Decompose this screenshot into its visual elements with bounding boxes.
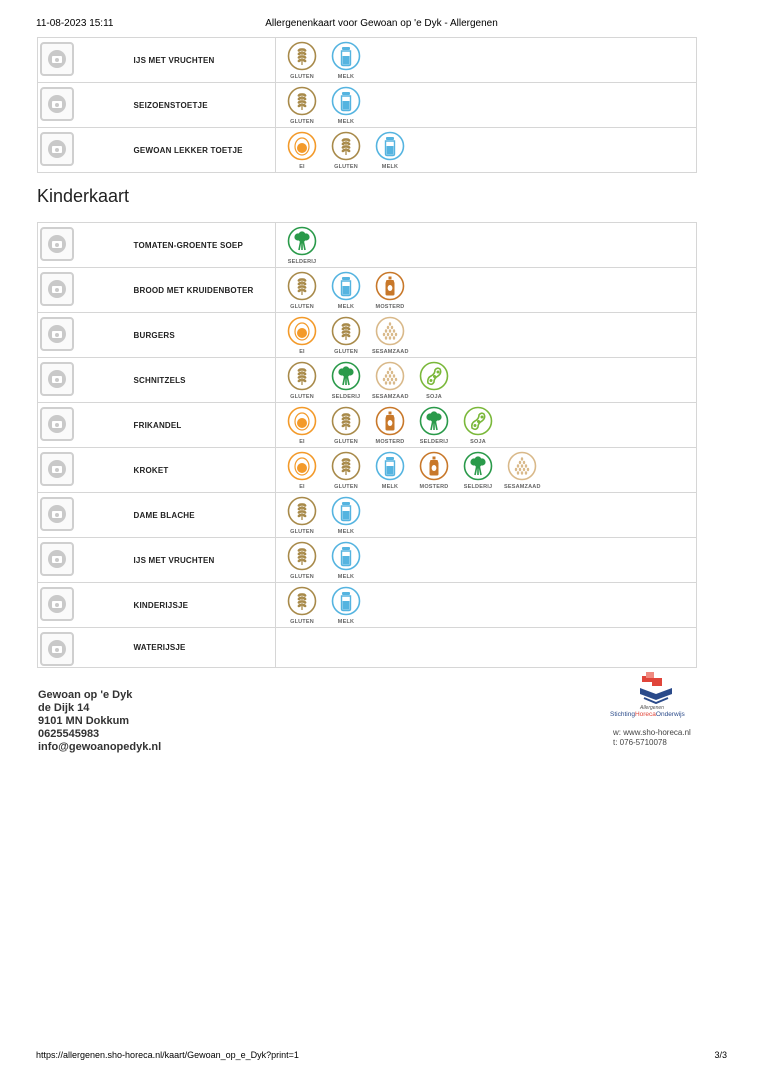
sho-contact xyxy=(613,728,691,748)
dish-name: SEIZOENSTOETJE xyxy=(78,83,276,128)
allergen-badge-soja xyxy=(416,361,452,400)
allergen-label: GLUTEN xyxy=(290,73,314,80)
dish-photo-cell xyxy=(38,628,78,668)
photo-placeholder-icon[interactable] xyxy=(40,587,74,621)
photo-placeholder-icon[interactable] xyxy=(40,542,74,576)
gluten-icon xyxy=(287,361,317,391)
allergen-badge-gluten xyxy=(284,86,320,125)
print-footer xyxy=(36,1050,727,1064)
allergen-badge-melk xyxy=(328,496,364,535)
allergen-label: MOSTERD xyxy=(375,438,405,445)
allergen-label: SOJA xyxy=(470,438,486,445)
gluten-icon xyxy=(331,131,361,161)
allergen-badge-melk xyxy=(372,131,408,170)
soja-icon xyxy=(463,406,493,436)
allergen-label: MOSTERD xyxy=(419,483,449,490)
allergen-badge-gluten xyxy=(284,496,320,535)
dish-photo-cell xyxy=(38,583,78,628)
allergen-badge-sesamzaad xyxy=(372,361,408,400)
ei-icon xyxy=(287,316,317,346)
dish-name: IJS MET VRUCHTEN xyxy=(78,538,276,583)
photo-placeholder-icon[interactable] xyxy=(40,132,74,166)
allergen-badge-soja xyxy=(460,406,496,445)
allergen-label: GLUTEN xyxy=(290,303,314,310)
allergen-badge-gluten xyxy=(284,361,320,400)
sho-brand-accent: Horeca xyxy=(634,711,656,718)
soja-icon xyxy=(419,361,449,391)
allergen-badge-selderij xyxy=(416,406,452,445)
allergen-cell xyxy=(276,583,697,628)
dish-name: IJS MET VRUCHTEN xyxy=(78,38,276,83)
allergen-label: MELK xyxy=(337,573,355,580)
ei-icon xyxy=(287,451,317,481)
dish-photo-cell xyxy=(38,38,78,83)
ei-icon xyxy=(287,406,317,436)
photo-placeholder-icon[interactable] xyxy=(40,87,74,121)
allergen-label: MELK xyxy=(337,303,355,310)
allergen-cell xyxy=(276,223,697,268)
allergen-label: SELDERIJ xyxy=(331,393,361,400)
photo-placeholder-icon[interactable] xyxy=(40,407,74,441)
photo-placeholder-icon[interactable] xyxy=(40,272,74,306)
table-row xyxy=(38,628,697,668)
allergen-label: MELK xyxy=(381,483,399,490)
allergen-label: SOJA xyxy=(426,393,442,400)
allergen-label: SESAMZAAD xyxy=(504,483,541,490)
allergen-badge-gluten xyxy=(328,131,364,170)
melk-icon xyxy=(331,586,361,616)
sho-logo-mark-icon xyxy=(636,672,676,704)
dish-photo-cell xyxy=(38,128,78,173)
allergen-badge-mosterd xyxy=(372,406,408,445)
allergen-badge-gluten xyxy=(328,406,364,445)
dish-name: SCHNITZELS xyxy=(78,358,276,403)
table-row xyxy=(38,358,697,403)
allergen-icon-list xyxy=(284,316,696,355)
allergen-badge-sesamzaad xyxy=(372,316,408,355)
allergen-label: GLUTEN xyxy=(290,118,314,125)
allergen-icon-list xyxy=(284,406,696,445)
gluten-icon xyxy=(331,451,361,481)
allergen-cell xyxy=(276,128,697,173)
allergen-icon-list xyxy=(284,451,696,490)
allergen-label: MELK xyxy=(381,163,399,170)
allergen-badge-sesamzaad xyxy=(504,451,540,490)
allergen-label: GLUTEN xyxy=(290,573,314,580)
mosterd-icon xyxy=(375,406,405,436)
allergen-label: GLUTEN xyxy=(334,438,358,445)
ei-icon xyxy=(287,131,317,161)
allergen-icon-list xyxy=(284,361,696,400)
table-row xyxy=(38,313,697,358)
table-row xyxy=(38,268,697,313)
allergen-icon-list xyxy=(284,131,696,170)
allergen-cell xyxy=(276,448,697,493)
dish-photo-cell xyxy=(38,403,78,448)
allergen-label: SELDERIJ xyxy=(419,438,449,445)
sesamzaad-icon xyxy=(507,451,537,481)
table-row xyxy=(38,38,697,83)
gluten-icon xyxy=(331,406,361,436)
allergen-label: SESAMZAAD xyxy=(372,393,409,400)
restaurant-street: de Dijk 14 xyxy=(38,702,90,714)
print-title: Allergenenkaart voor Gewoan op 'e Dyk - Allergenen xyxy=(265,18,498,29)
dish-name: DAME BLACHE xyxy=(78,493,276,538)
sho-website[interactable]: w: www.sho-horeca.nl xyxy=(613,728,691,737)
dish-name: BROOD MET KRUIDENBOTER xyxy=(78,268,276,313)
dish-photo-cell xyxy=(38,448,78,493)
melk-icon xyxy=(375,131,405,161)
allergen-badge-gluten xyxy=(328,316,364,355)
photo-placeholder-icon[interactable] xyxy=(40,497,74,531)
print-datetime: 11-08-2023 15:11 xyxy=(36,18,114,29)
dish-name: TOMATEN-GROENTE SOEP xyxy=(78,223,276,268)
mosterd-icon xyxy=(419,451,449,481)
allergen-badge-ei xyxy=(284,131,320,170)
allergen-badge-selderij xyxy=(460,451,496,490)
dish-name: WATERIJSJE xyxy=(78,628,276,668)
gluten-icon xyxy=(287,41,317,71)
melk-icon xyxy=(331,271,361,301)
allergen-label: SELDERIJ xyxy=(287,258,317,265)
gluten-icon xyxy=(287,496,317,526)
table-row xyxy=(38,448,697,493)
melk-icon xyxy=(331,86,361,116)
dish-name: KINDERIJSJE xyxy=(78,583,276,628)
print-url[interactable]: https://allergenen.sho-horeca.nl/kaart/Gewoan_op_e_Dyk?print=1 xyxy=(36,1050,299,1060)
allergen-badge-melk xyxy=(372,451,408,490)
allergen-icon-list xyxy=(284,86,696,125)
allergen-label: SELDERIJ xyxy=(463,483,493,490)
allergen-label: GLUTEN xyxy=(334,348,358,355)
allergen-label: EI xyxy=(299,438,305,445)
allergen-label: EI xyxy=(299,483,305,490)
allergen-badge-mosterd xyxy=(416,451,452,490)
allergen-badge-melk xyxy=(328,271,364,310)
selderij-icon xyxy=(419,406,449,436)
allergen-cell xyxy=(276,83,697,128)
allergen-badge-gluten xyxy=(284,41,320,80)
restaurant-address xyxy=(38,689,161,754)
allergen-label: MOSTERD xyxy=(375,303,405,310)
mosterd-icon xyxy=(375,271,405,301)
dish-photo-cell xyxy=(38,538,78,583)
dish-photo-cell xyxy=(38,268,78,313)
melk-icon xyxy=(331,496,361,526)
allergen-icon-list xyxy=(284,541,696,580)
sho-brand xyxy=(610,705,702,718)
sho-tagline: Allergenen xyxy=(640,705,664,711)
table-row xyxy=(38,128,697,173)
photo-placeholder-icon[interactable] xyxy=(40,362,74,396)
allergen-label: GLUTEN xyxy=(334,163,358,170)
photo-placeholder-icon[interactable] xyxy=(40,227,74,261)
sesamzaad-icon xyxy=(375,316,405,346)
melk-icon xyxy=(331,41,361,71)
sesamzaad-icon xyxy=(375,361,405,391)
table-row xyxy=(38,403,697,448)
dish-photo-cell xyxy=(38,223,78,268)
allergen-cell xyxy=(276,628,697,668)
photo-placeholder-icon[interactable] xyxy=(40,632,74,666)
allergen-cell xyxy=(276,493,697,538)
selderij-icon xyxy=(463,451,493,481)
allergen-label: GLUTEN xyxy=(290,618,314,625)
gluten-icon xyxy=(287,541,317,571)
allergen-label: MELK xyxy=(337,118,355,125)
restaurant-city: 9101 MN Dokkum xyxy=(38,715,130,727)
allergen-badge-ei xyxy=(284,316,320,355)
allergen-badge-selderij xyxy=(284,226,320,265)
allergen-cell xyxy=(276,38,697,83)
dish-name: KROKET xyxy=(78,448,276,493)
allergen-icon-list xyxy=(284,496,696,535)
gluten-icon xyxy=(287,586,317,616)
allergen-badge-gluten xyxy=(284,586,320,625)
sho-phone: t: 076-5710078 xyxy=(613,738,667,747)
allergen-label: MELK xyxy=(337,528,355,535)
kinderkaart-allergen-table xyxy=(37,222,697,668)
dish-photo-cell xyxy=(38,83,78,128)
table-row xyxy=(38,493,697,538)
page-number: 3/3 xyxy=(714,1050,727,1060)
allergen-badge-gluten xyxy=(284,541,320,580)
gluten-icon xyxy=(287,86,317,116)
dessert-allergen-table xyxy=(37,37,697,173)
section-title-kinderkaart: Kinderkaart xyxy=(37,186,130,206)
sho-logo xyxy=(610,672,702,718)
allergen-badge-melk xyxy=(328,541,364,580)
table-row xyxy=(38,583,697,628)
allergen-icon-list xyxy=(284,41,696,80)
allergen-cell xyxy=(276,358,697,403)
photo-placeholder-icon[interactable] xyxy=(40,317,74,351)
photo-placeholder-icon[interactable] xyxy=(40,42,74,76)
allergen-cell xyxy=(276,403,697,448)
allergen-cell xyxy=(276,313,697,358)
allergen-label: MELK xyxy=(337,618,355,625)
allergen-badge-selderij xyxy=(328,361,364,400)
dish-name: FRIKANDEL xyxy=(78,403,276,448)
allergen-label: EI xyxy=(299,163,305,170)
gluten-icon xyxy=(331,316,361,346)
sho-brand-post: Onderwijs xyxy=(655,711,685,718)
allergen-badge-ei xyxy=(284,451,320,490)
allergen-label: GLUTEN xyxy=(334,483,358,490)
gluten-icon xyxy=(287,271,317,301)
allergen-icon-list xyxy=(284,226,696,265)
allergen-badge-gluten xyxy=(328,451,364,490)
restaurant-name: Gewoan op 'e Dyk xyxy=(38,689,133,701)
dish-photo-cell xyxy=(38,493,78,538)
dish-photo-cell xyxy=(38,313,78,358)
selderij-icon xyxy=(287,226,317,256)
dish-name: GEWOAN LEKKER TOETJE xyxy=(78,128,276,173)
allergen-label: EI xyxy=(299,348,305,355)
allergen-badge-melk xyxy=(328,86,364,125)
allergen-label: GLUTEN xyxy=(290,528,314,535)
allergen-badge-melk xyxy=(328,41,364,80)
table-row xyxy=(38,223,697,268)
table-row xyxy=(38,538,697,583)
print-header xyxy=(36,18,727,32)
dish-name: BURGERS xyxy=(78,313,276,358)
allergen-icon-list xyxy=(284,271,696,310)
dish-photo-cell xyxy=(38,358,78,403)
melk-icon xyxy=(375,451,405,481)
allergen-badge-mosterd xyxy=(372,271,408,310)
allergen-label: GLUTEN xyxy=(290,393,314,400)
sho-brand-pre: Stichting xyxy=(610,711,635,718)
allergen-badge-gluten xyxy=(284,271,320,310)
allergen-badge-melk xyxy=(328,586,364,625)
melk-icon xyxy=(331,541,361,571)
selderij-icon xyxy=(331,361,361,391)
allergen-label: MELK xyxy=(337,73,355,80)
allergen-label: SESAMZAAD xyxy=(372,348,409,355)
allergen-icon-list xyxy=(284,586,696,625)
allergen-cell xyxy=(276,268,697,313)
table-row xyxy=(38,83,697,128)
allergen-badge-ei xyxy=(284,406,320,445)
photo-placeholder-icon[interactable] xyxy=(40,452,74,486)
restaurant-email[interactable]: info@gewoanopedyk.nl xyxy=(38,741,162,753)
allergen-cell xyxy=(276,538,697,583)
restaurant-phone: 0625545983 xyxy=(38,728,100,740)
